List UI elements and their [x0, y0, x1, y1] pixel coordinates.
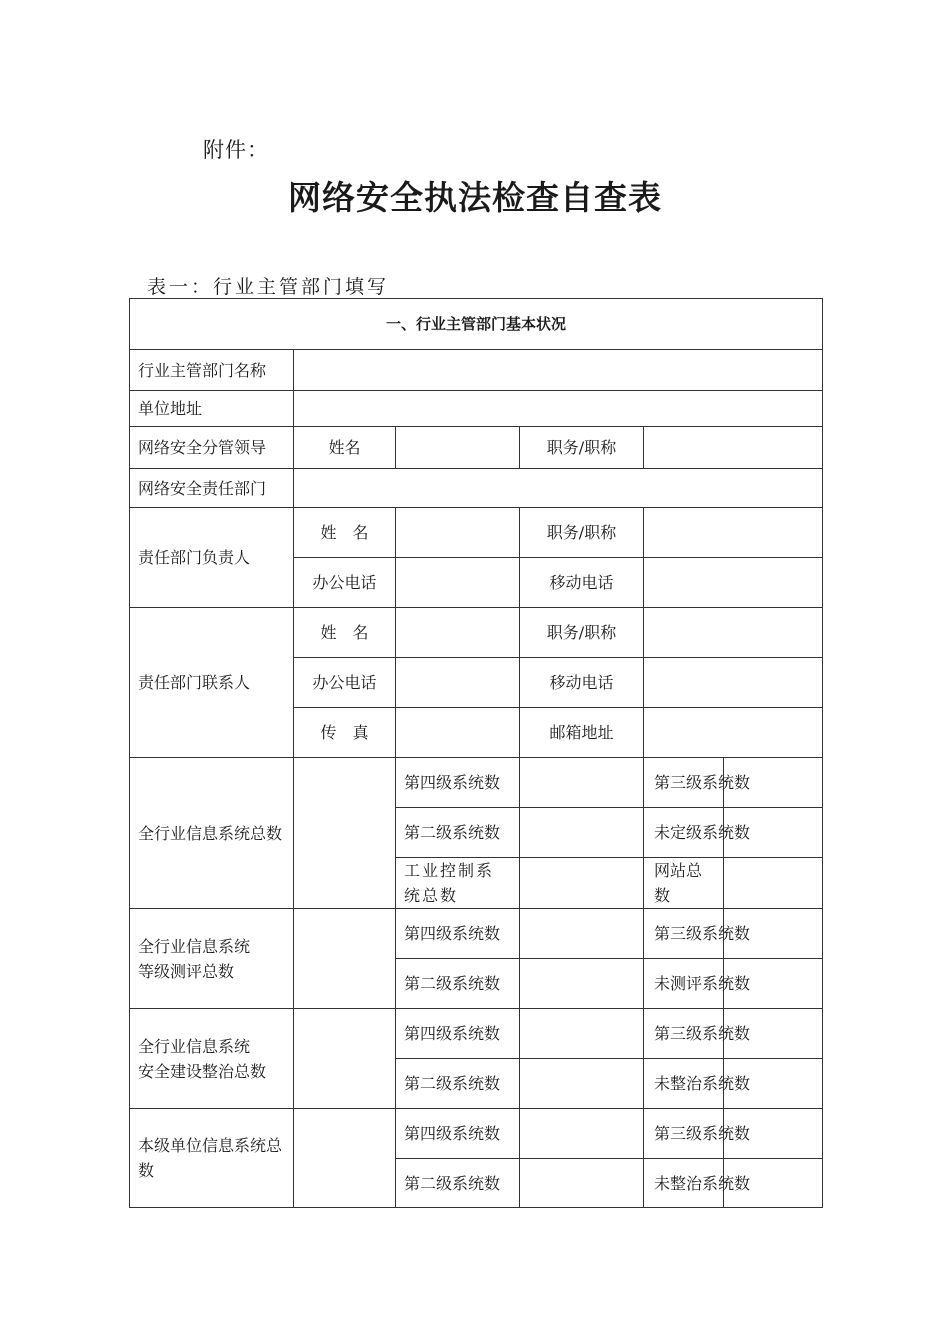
document-title: 网络安全执法检查自查表 — [288, 178, 662, 217]
label-rectify-total-line2: 安全建设整治总数 — [138, 1061, 267, 1081]
field-local-level4[interactable] — [520, 1109, 644, 1159]
label-dept-name: 行业主管部门名称 — [130, 350, 294, 391]
label-unrectified: 未整治系统数 — [644, 1059, 724, 1109]
label-dept-head: 责任部门负责人 — [130, 508, 294, 608]
label-rectify-level3: 第三级系统数 — [644, 1009, 724, 1059]
label-local-level3: 第三级系统数 — [644, 1109, 724, 1159]
label-total-level4: 第四级系统数 — [396, 758, 520, 808]
label-total-systems: 全行业信息系统总数 — [130, 758, 294, 909]
label-responsible-dept: 网络安全责任部门 — [130, 469, 294, 508]
label-contact-mobile: 移动电话 — [520, 658, 644, 708]
field-unit-address[interactable] — [294, 391, 823, 427]
field-contact-position[interactable] — [644, 608, 823, 658]
label-rectify-level4: 第四级系统数 — [396, 1009, 520, 1059]
field-head-office-phone[interactable] — [396, 558, 520, 608]
label-security-leader: 网络安全分管领导 — [130, 427, 294, 469]
field-contact-mobile[interactable] — [644, 658, 823, 708]
label-rectify-level2: 第二级系统数 — [396, 1059, 520, 1109]
label-total-unrated: 未定级系统数 — [644, 808, 724, 858]
field-head-name[interactable] — [396, 508, 520, 558]
label-local-level2: 第二级系统数 — [396, 1159, 520, 1208]
field-email[interactable] — [644, 708, 823, 758]
label-assess-level3: 第三级系统数 — [644, 909, 724, 959]
label-assessment-total-line1: 全行业信息系统 — [138, 936, 251, 956]
label-leader-name: 姓名 — [294, 427, 396, 469]
label-local-total: 本级单位信息系统总数 — [130, 1109, 294, 1208]
field-assessment-total[interactable] — [294, 909, 396, 1009]
field-rectify-total[interactable] — [294, 1009, 396, 1109]
label-total-level2: 第二级系统数 — [396, 808, 520, 858]
label-rectify-total-line1: 全行业信息系统 — [138, 1036, 251, 1056]
label-assess-level4: 第四级系统数 — [396, 909, 520, 959]
field-responsible-dept[interactable] — [294, 469, 823, 508]
field-fax[interactable] — [396, 708, 520, 758]
label-unassessed: 未测评系统数 — [644, 959, 724, 1009]
field-leader-position[interactable] — [644, 427, 823, 469]
label-contact-name: 姓 名 — [294, 608, 396, 658]
field-leader-name[interactable] — [396, 427, 520, 469]
label-local-unrectified: 未整治系统数 — [644, 1159, 724, 1208]
label-total-level3: 第三级系统数 — [644, 758, 724, 808]
label-website-total: 网站总数 — [644, 858, 724, 909]
label-email: 邮箱地址 — [520, 708, 644, 758]
label-unit-address: 单位地址 — [130, 391, 294, 427]
label-dept-contact: 责任部门联系人 — [130, 608, 294, 758]
field-rectify-level2[interactable] — [520, 1059, 644, 1109]
field-ics-total[interactable] — [520, 858, 644, 909]
label-head-name: 姓 名 — [294, 508, 396, 558]
field-contact-office-phone[interactable] — [396, 658, 520, 708]
field-assess-level2[interactable] — [520, 959, 644, 1009]
field-head-position[interactable] — [644, 508, 823, 558]
label-ics-total: 工业控制系统总数 — [396, 858, 520, 909]
field-total-level2[interactable] — [520, 808, 644, 858]
field-head-mobile[interactable] — [644, 558, 823, 608]
field-website-total[interactable] — [724, 858, 823, 909]
attachment-label: 附件： — [203, 138, 269, 162]
field-assess-level4[interactable] — [520, 909, 644, 959]
label-local-level4: 第四级系统数 — [396, 1109, 520, 1159]
label-assess-level2: 第二级系统数 — [396, 959, 520, 1009]
field-rectify-level4[interactable] — [520, 1009, 644, 1059]
self-check-table — [129, 298, 823, 1208]
field-dept-name[interactable] — [294, 350, 823, 391]
label-contact-office-phone: 办公电话 — [294, 658, 396, 708]
table-caption: 表一：行业主管部门填写 — [147, 276, 390, 298]
field-contact-name[interactable] — [396, 608, 520, 658]
label-fax: 传 真 — [294, 708, 396, 758]
label-rectify-total — [130, 1009, 294, 1109]
field-local-level2[interactable] — [520, 1159, 644, 1208]
section-header: 一、行业主管部门基本状况 — [130, 299, 823, 350]
label-head-position: 职务/职称 — [520, 508, 644, 558]
label-leader-position: 职务/职称 — [520, 427, 644, 469]
field-local-total[interactable] — [294, 1109, 396, 1208]
label-assessment-total — [130, 909, 294, 1009]
field-total-level4[interactable] — [520, 758, 644, 808]
label-contact-position: 职务/职称 — [520, 608, 644, 658]
field-total-systems[interactable] — [294, 758, 396, 909]
label-head-mobile: 移动电话 — [520, 558, 644, 608]
label-head-office-phone: 办公电话 — [294, 558, 396, 608]
label-assessment-total-line2: 等级测评总数 — [138, 961, 235, 981]
